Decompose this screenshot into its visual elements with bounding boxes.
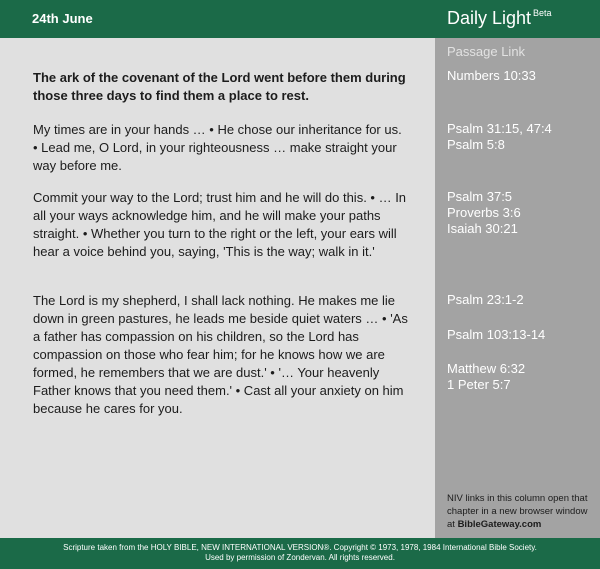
reading-panel bbox=[0, 38, 435, 538]
passage-link[interactable]: Psalm 103:13-14 bbox=[447, 327, 546, 342]
passage-link[interactable]: Psalm 37:5 bbox=[447, 189, 513, 204]
reading-text-2: My times are in your hands … • He chose our inheritance for us. • Lead me, O Lord, in your righteousness … make straight your way before me. bbox=[33, 122, 402, 173]
passage-link[interactable]: Psalm 23:1-2 bbox=[447, 292, 524, 307]
biblegateway-link[interactable]: BibleGateway.com bbox=[457, 519, 542, 530]
passage-link-sidebar bbox=[435, 38, 600, 538]
passage-link[interactable]: Isaiah 30:21 bbox=[447, 221, 518, 236]
reading-date: 24th June bbox=[32, 11, 93, 26]
ref-group-4 bbox=[447, 292, 524, 308]
passage-link[interactable]: Proverbs 3:6 bbox=[447, 205, 521, 220]
ref-group-5 bbox=[447, 327, 545, 343]
ref-group-3 bbox=[447, 189, 521, 237]
ref-group-2 bbox=[447, 121, 552, 153]
copyright-line-1: Scripture taken from the HOLY BIBLE, NEW INTERNATIONAL VERSION®. Copyright © 1973, 1978, 1984 International Bible Society. bbox=[63, 543, 537, 552]
copyright-footer bbox=[0, 538, 600, 569]
passage-link[interactable]: 1 Peter 5:7 bbox=[447, 377, 511, 392]
passage-link[interactable]: Numbers 10:33 bbox=[447, 68, 536, 83]
app-title-text: Daily Light bbox=[447, 8, 532, 28]
reading-text-3: Commit your way to the Lord; trust him and he will do this. • … In all your ways acknowledge him, and he will make your paths straight. • Whether you turn to the right or the left, your ears will hear a voice behind you, saying, 'This is the way; walk in it.' bbox=[33, 190, 407, 259]
passage-link[interactable]: Matthew 6:32 bbox=[447, 361, 526, 376]
copyright-line-2: Used by permission of Zondervan. All rights reserved. bbox=[205, 553, 395, 562]
beta-badge: Beta bbox=[533, 8, 552, 18]
reading-text-1: The ark of the covenant of the Lord went before them during those three days to find them a place to rest. bbox=[33, 70, 406, 103]
app-title bbox=[447, 8, 552, 29]
niv-link-note bbox=[447, 492, 597, 531]
ref-group-6 bbox=[447, 361, 525, 393]
passage-link-heading: Passage Link bbox=[447, 44, 526, 59]
passage-link[interactable]: Psalm 31:15, 47:4 bbox=[447, 121, 552, 136]
ref-group-1 bbox=[447, 68, 536, 84]
reading-text-4: The Lord is my shepherd, I shall lack nothing. He makes me lie down in green pastures, he leads me beside quiet waters … • 'As a father has compassion on his children, so the Lord has compassion on those who fear him; for he knows how we are formed, he remembers that we are dust.' • '… Your heavenly Father knows that you need them.' • Cast all your anxiety on him because he cares for you. bbox=[33, 293, 408, 416]
header-bar bbox=[0, 0, 600, 38]
niv-note-text: NIV links in this column open that chapter in a new browser window at bbox=[447, 493, 588, 530]
passage-link[interactable]: Psalm 5:8 bbox=[447, 137, 505, 152]
